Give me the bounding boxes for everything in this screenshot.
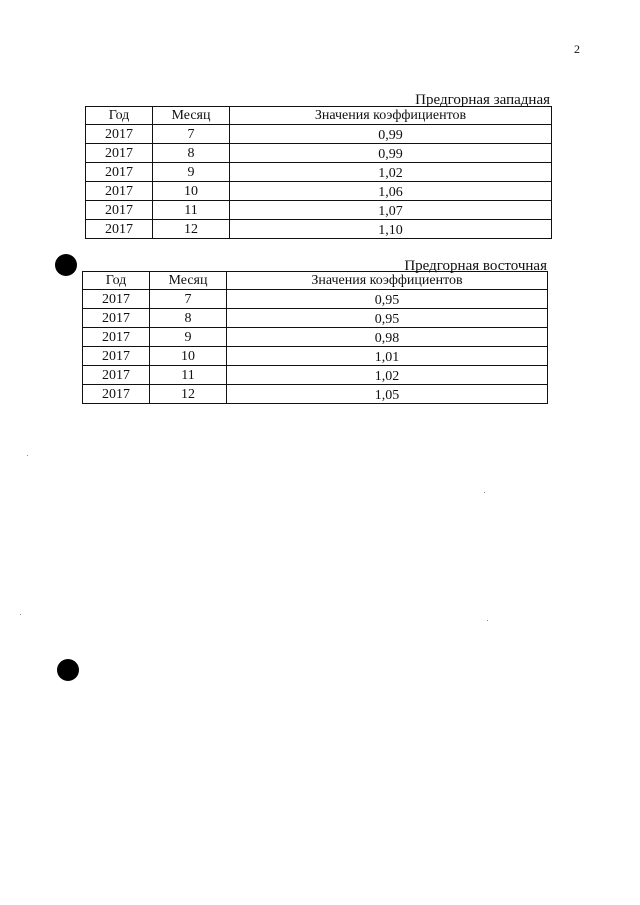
table-title-east: Предгорная восточная: [404, 258, 547, 274]
cell-year: 2017: [83, 385, 150, 404]
table-row: [83, 290, 548, 309]
cell-year: 2017: [83, 290, 150, 309]
table-row: [83, 347, 548, 366]
cell-month: 10: [153, 182, 230, 201]
header-coefficient: Значения коэффициентов: [227, 272, 548, 290]
table-header-row: [83, 272, 548, 290]
table-row: [83, 328, 548, 347]
cell-coefficient: 1,06: [230, 182, 552, 201]
cell-month: 7: [153, 125, 230, 144]
cell-month: 10: [150, 347, 227, 366]
cell-year: 2017: [83, 309, 150, 328]
coefficients-table-east: [82, 271, 548, 404]
cell-year: 2017: [86, 182, 153, 201]
cell-year: 2017: [86, 144, 153, 163]
cell-coefficient: 0,95: [227, 309, 548, 328]
cell-coefficient: 1,05: [227, 385, 548, 404]
header-month: Месяц: [153, 107, 230, 125]
cell-coefficient: 1,01: [227, 347, 548, 366]
punch-hole-mark: [57, 659, 79, 681]
cell-coefficient: 0,95: [227, 290, 548, 309]
cell-month: 12: [150, 385, 227, 404]
cell-coefficient: 0,99: [230, 125, 552, 144]
cell-month: 11: [153, 201, 230, 220]
coefficients-table-west: [85, 106, 552, 239]
cell-year: 2017: [86, 125, 153, 144]
table-row: [86, 201, 552, 220]
cell-year: 2017: [86, 220, 153, 239]
header-month: Месяц: [150, 272, 227, 290]
table-row: [83, 309, 548, 328]
cell-month: 7: [150, 290, 227, 309]
cell-month: 12: [153, 220, 230, 239]
scan-speck: [484, 492, 485, 493]
scan-speck: [20, 614, 21, 615]
page-number: 2: [574, 42, 580, 56]
table-row: [83, 385, 548, 404]
table-row: [86, 163, 552, 182]
header-year: Год: [83, 272, 150, 290]
cell-year: 2017: [83, 328, 150, 347]
header-coefficient: Значения коэффициентов: [230, 107, 552, 125]
cell-year: 2017: [86, 163, 153, 182]
cell-year: 2017: [83, 366, 150, 385]
table-row: [83, 366, 548, 385]
cell-coefficient: 1,02: [227, 366, 548, 385]
cell-year: 2017: [83, 347, 150, 366]
scan-speck: [27, 455, 28, 456]
table-row: [86, 220, 552, 239]
cell-coefficient: 1,07: [230, 201, 552, 220]
table-row: [86, 125, 552, 144]
table-header-row: [86, 107, 552, 125]
cell-month: 11: [150, 366, 227, 385]
cell-month: 9: [153, 163, 230, 182]
cell-month: 8: [153, 144, 230, 163]
cell-month: 8: [150, 309, 227, 328]
cell-coefficient: 0,99: [230, 144, 552, 163]
scan-speck: [487, 620, 488, 621]
punch-hole-mark: [55, 254, 77, 276]
cell-coefficient: 1,10: [230, 220, 552, 239]
cell-year: 2017: [86, 201, 153, 220]
table-title-west: Предгорная западная: [415, 92, 550, 108]
cell-coefficient: 1,02: [230, 163, 552, 182]
table-row: [86, 182, 552, 201]
cell-month: 9: [150, 328, 227, 347]
cell-coefficient: 0,98: [227, 328, 548, 347]
header-year: Год: [86, 107, 153, 125]
table-row: [86, 144, 552, 163]
